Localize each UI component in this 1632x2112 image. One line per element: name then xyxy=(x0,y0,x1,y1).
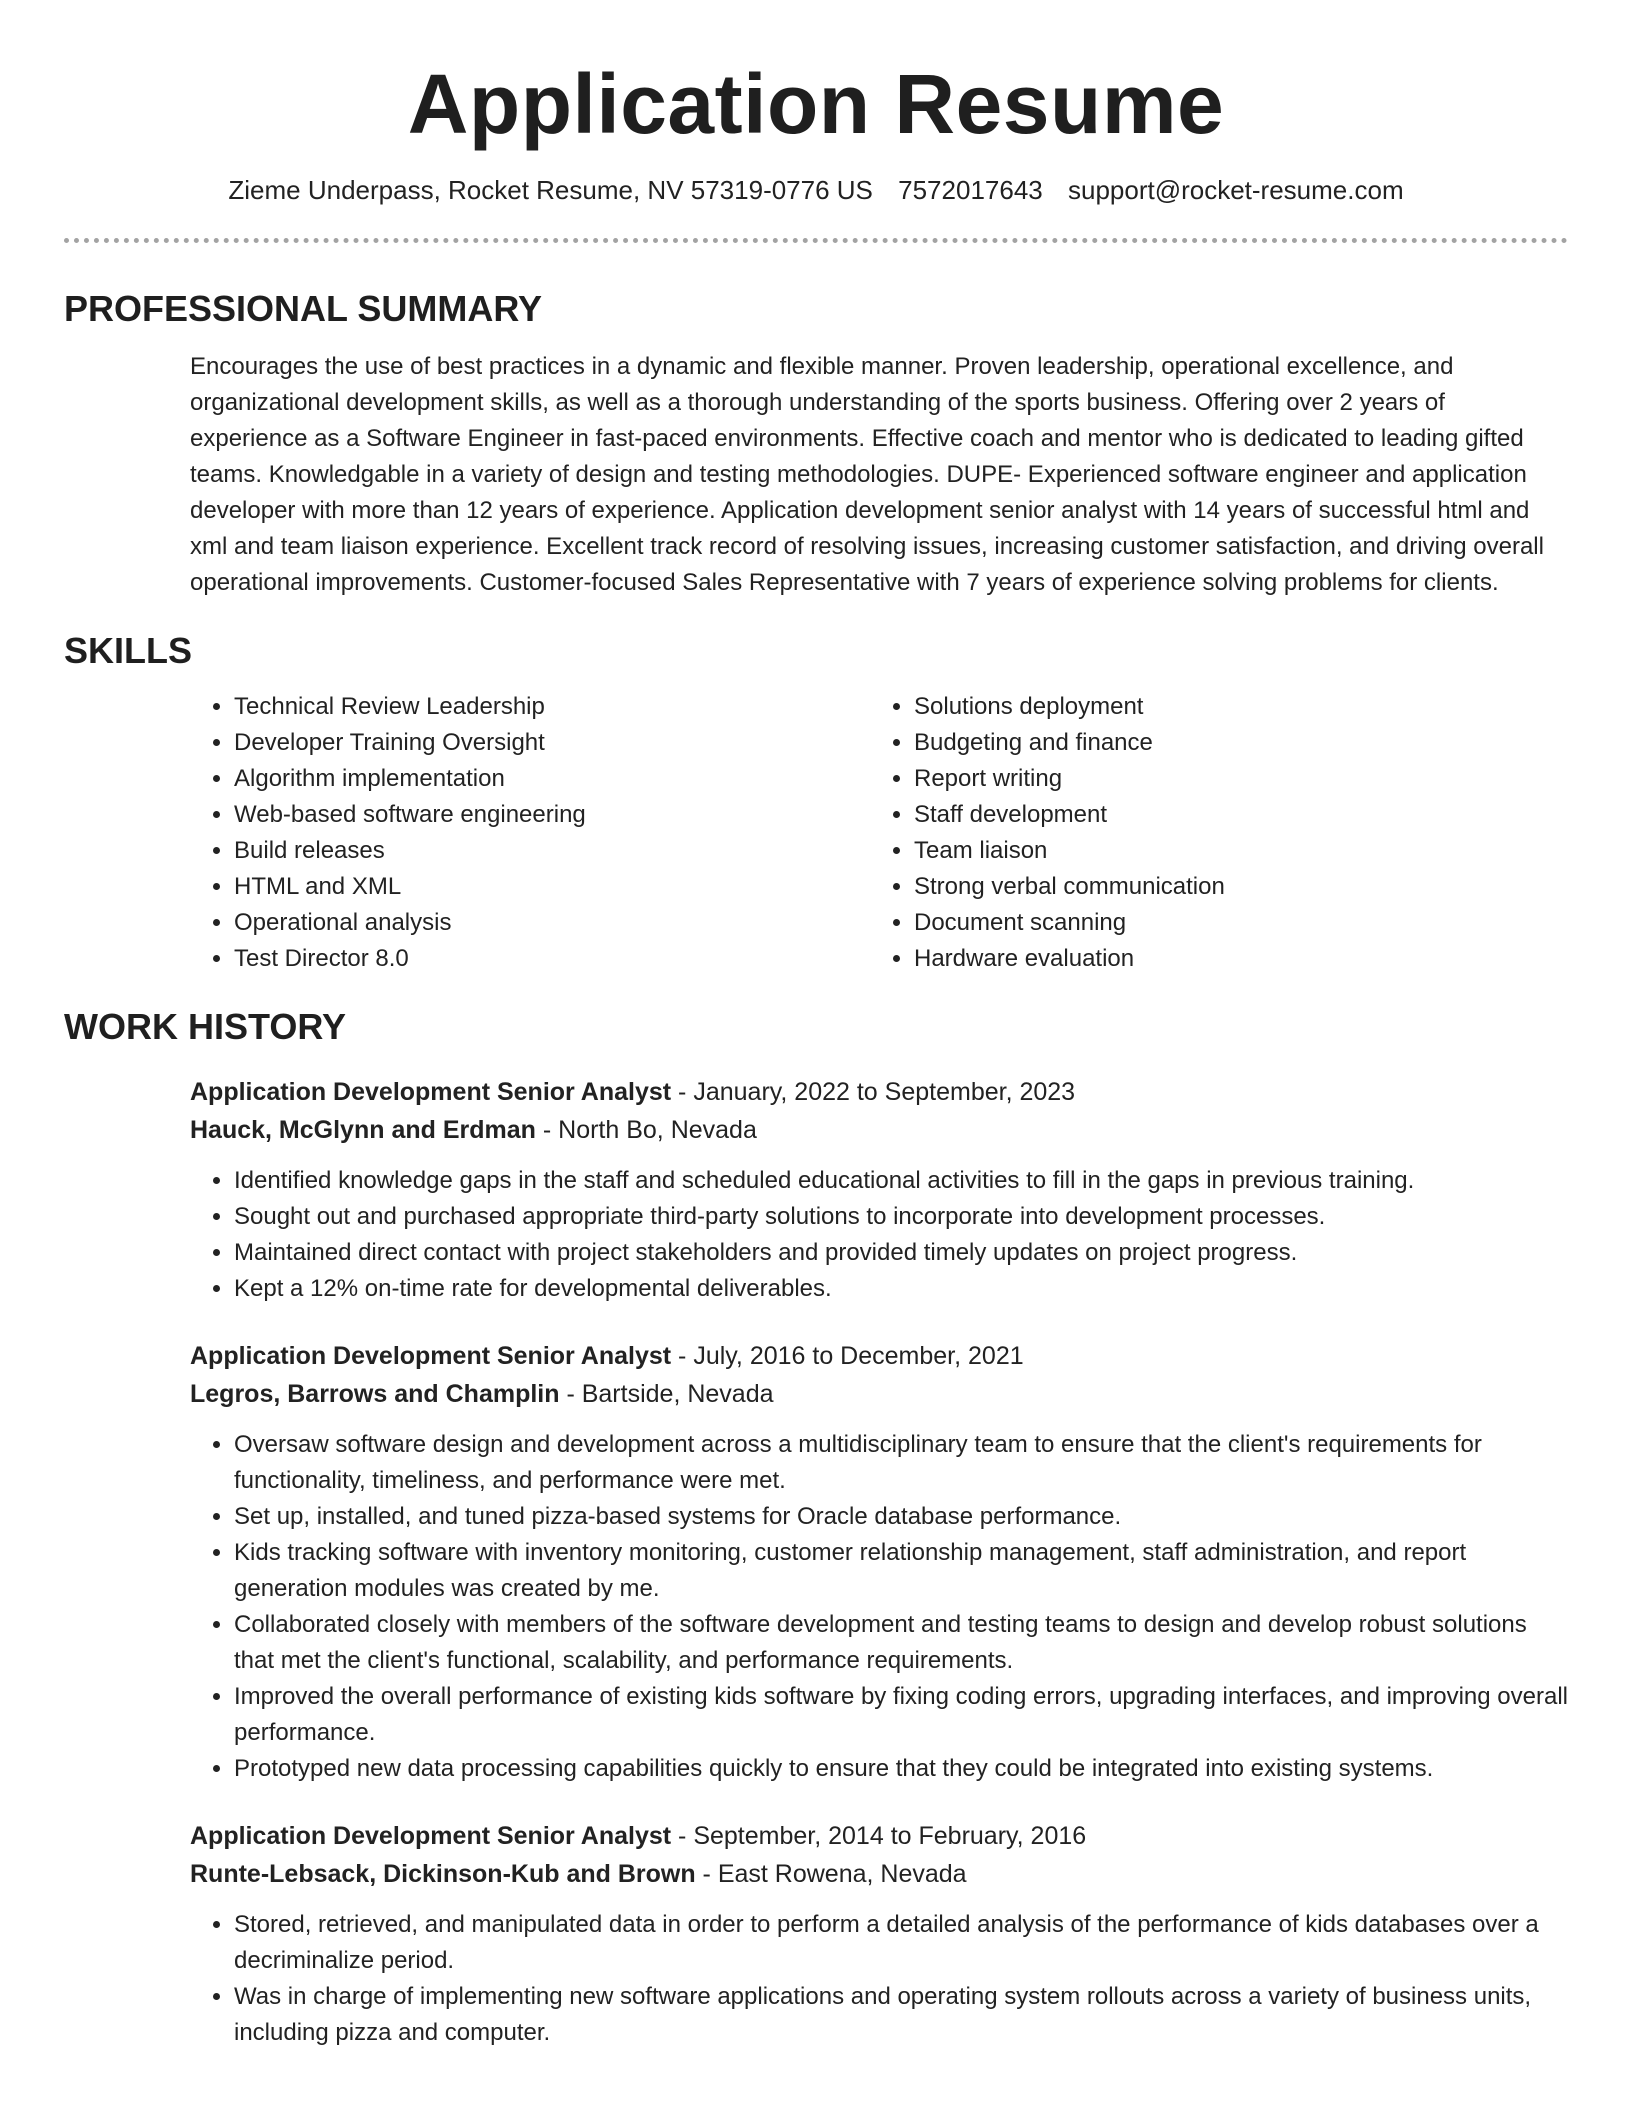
job-bullet: • Kept a 12% on-time rate for developmental deliverables. xyxy=(234,1271,1568,1307)
work-history-section xyxy=(64,1005,1568,2051)
job-bullets xyxy=(190,1427,1568,1787)
resume-title: Application Resume xyxy=(407,57,1225,151)
contact-line xyxy=(64,172,1568,208)
job-bullet: • Improved the overall performance of existing kids software by fixing coding errors, upgrading interfaces, and improving overall performance. xyxy=(234,1679,1568,1751)
job-entry xyxy=(190,1817,1568,2051)
job-company: Runte-Lebsack, Dickinson-Kub and Brown xyxy=(190,1860,696,1888)
skills-section xyxy=(64,629,1568,977)
contact-phone: 7572017643 xyxy=(898,175,1043,205)
job-bullet: • Sought out and purchased appropriate third-party solutions to incorporate into development processes. xyxy=(234,1199,1568,1235)
job-company: Legros, Barrows and Champlin xyxy=(190,1380,560,1408)
job-bullet: • Stored, retrieved, and manipulated data in order to perform a detailed analysis of the performance of kids databases over a decriminalize period. xyxy=(234,1907,1568,1979)
job-location: - Bartside, Nevada xyxy=(559,1380,774,1408)
job-bullet: • Oversaw software design and development across a multidisciplinary team to ensure that the client's requirements for functionality, timeliness, and performance were met. xyxy=(234,1427,1568,1499)
job-bullets xyxy=(190,1163,1568,1307)
professional-summary-section xyxy=(64,287,1568,601)
skill-item: • Solutions deployment xyxy=(914,689,1225,725)
job-bullet: • Maintained direct contact with project stakeholders and provided timely updates on project progress. xyxy=(234,1235,1568,1271)
skill-item: • HTML and XML xyxy=(234,869,870,905)
job-title: Application Development Senior Analyst xyxy=(190,1342,672,1370)
job-company-line xyxy=(190,1375,1568,1413)
header-divider xyxy=(64,238,1568,243)
skill-item: • Test Director 8.0 xyxy=(234,941,870,977)
skill-item: • Build releases xyxy=(234,833,870,869)
skill-item: • Strong verbal communication xyxy=(914,869,1225,905)
skills-list xyxy=(190,689,1568,977)
job-entry xyxy=(190,1337,1568,1787)
job-dates: - September, 2014 to February, 2016 xyxy=(671,1822,1087,1850)
section-heading-summary: PROFESSIONAL SUMMARY xyxy=(64,288,543,329)
job-bullet: • Set up, installed, and tuned pizza-based systems for Oracle database performance. xyxy=(234,1499,1568,1535)
contact-email: support@rocket-resume.com xyxy=(1067,175,1404,205)
job-bullets xyxy=(190,1907,1568,2051)
skill-item: • Hardware evaluation xyxy=(914,941,1225,977)
section-heading-skills: SKILLS xyxy=(64,630,193,671)
skills-column-1 xyxy=(190,689,870,977)
job-bullet: • Prototyped new data processing capabilities quickly to ensure that they could be integrated into existing systems. xyxy=(234,1751,1568,1787)
skill-item: • Developer Training Oversight xyxy=(234,725,870,761)
job-title: Application Development Senior Analyst xyxy=(190,1822,672,1850)
job-bullet: • Kids tracking software with inventory monitoring, customer relationship management, staff administration, and report generation modules was created by me. xyxy=(234,1535,1568,1607)
job-bullet: • Collaborated closely with members of the software development and testing teams to design and develop robust solutions that met the client's functional, scalability, and performance requirements. xyxy=(234,1607,1568,1679)
skill-item: • Operational analysis xyxy=(234,905,870,941)
skill-item: • Document scanning xyxy=(914,905,1225,941)
skill-item: • Budgeting and finance xyxy=(914,725,1225,761)
job-bullet: • Was in charge of implementing new software applications and operating system rollouts across a variety of business units, including pizza and computer. xyxy=(234,1979,1568,2051)
job-title-line xyxy=(190,1073,1568,1111)
job-dates: - July, 2016 to December, 2021 xyxy=(671,1342,1024,1370)
job-title-line xyxy=(190,1337,1568,1375)
job-entry xyxy=(190,1073,1568,1307)
job-title-line xyxy=(190,1817,1568,1855)
skill-item: • Web-based software engineering xyxy=(234,797,870,833)
job-company-line xyxy=(190,1111,1568,1149)
skill-item: • Staff development xyxy=(914,797,1225,833)
section-heading-work: WORK HISTORY xyxy=(64,1006,347,1047)
job-company-line xyxy=(190,1855,1568,1893)
job-bullet: • Identified knowledge gaps in the staff and scheduled educational activities to fill in the gaps in previous training. xyxy=(234,1163,1568,1199)
job-title: Application Development Senior Analyst xyxy=(190,1078,672,1106)
job-location: - North Bo, Nevada xyxy=(535,1116,757,1144)
skill-item: • Algorithm implementation xyxy=(234,761,870,797)
contact-address: Zieme Underpass, Rocket Resume, NV 57319-0776 US xyxy=(228,175,873,205)
skill-item: • Technical Review Leadership xyxy=(234,689,870,725)
skill-item: • Report writing xyxy=(914,761,1225,797)
skill-item: • Team liaison xyxy=(914,833,1225,869)
job-location: - East Rowena, Nevada xyxy=(695,1860,967,1888)
job-company: Hauck, McGlynn and Erdman xyxy=(190,1116,536,1144)
job-dates: - January, 2022 to September, 2023 xyxy=(671,1078,1076,1106)
summary-text: Encourages the use of best practices in a dynamic and flexible manner. Proven leadership, operational excellence, and organizational development skills, as well as a thorough understanding of the sports business. Offering over 2 years of experience as a Software Engineer in fast-paced environments. Effective coach and mentor who is dedicated to leading gifted teams. Knowledgable in a variety of design and testing methodologies. DUPE- Experienced software engineer and application developer with more than 12 years of experience. Application development senior analyst with 14 years of successful html and xml and team liaison experience. Excellent track record of resolving issues, increasing customer satisfaction, and driving overall operational improvements. Customer-focused Sales Representative with 7 years of experience solving problems for clients. xyxy=(190,353,1544,596)
skills-column-2 xyxy=(870,689,1225,977)
